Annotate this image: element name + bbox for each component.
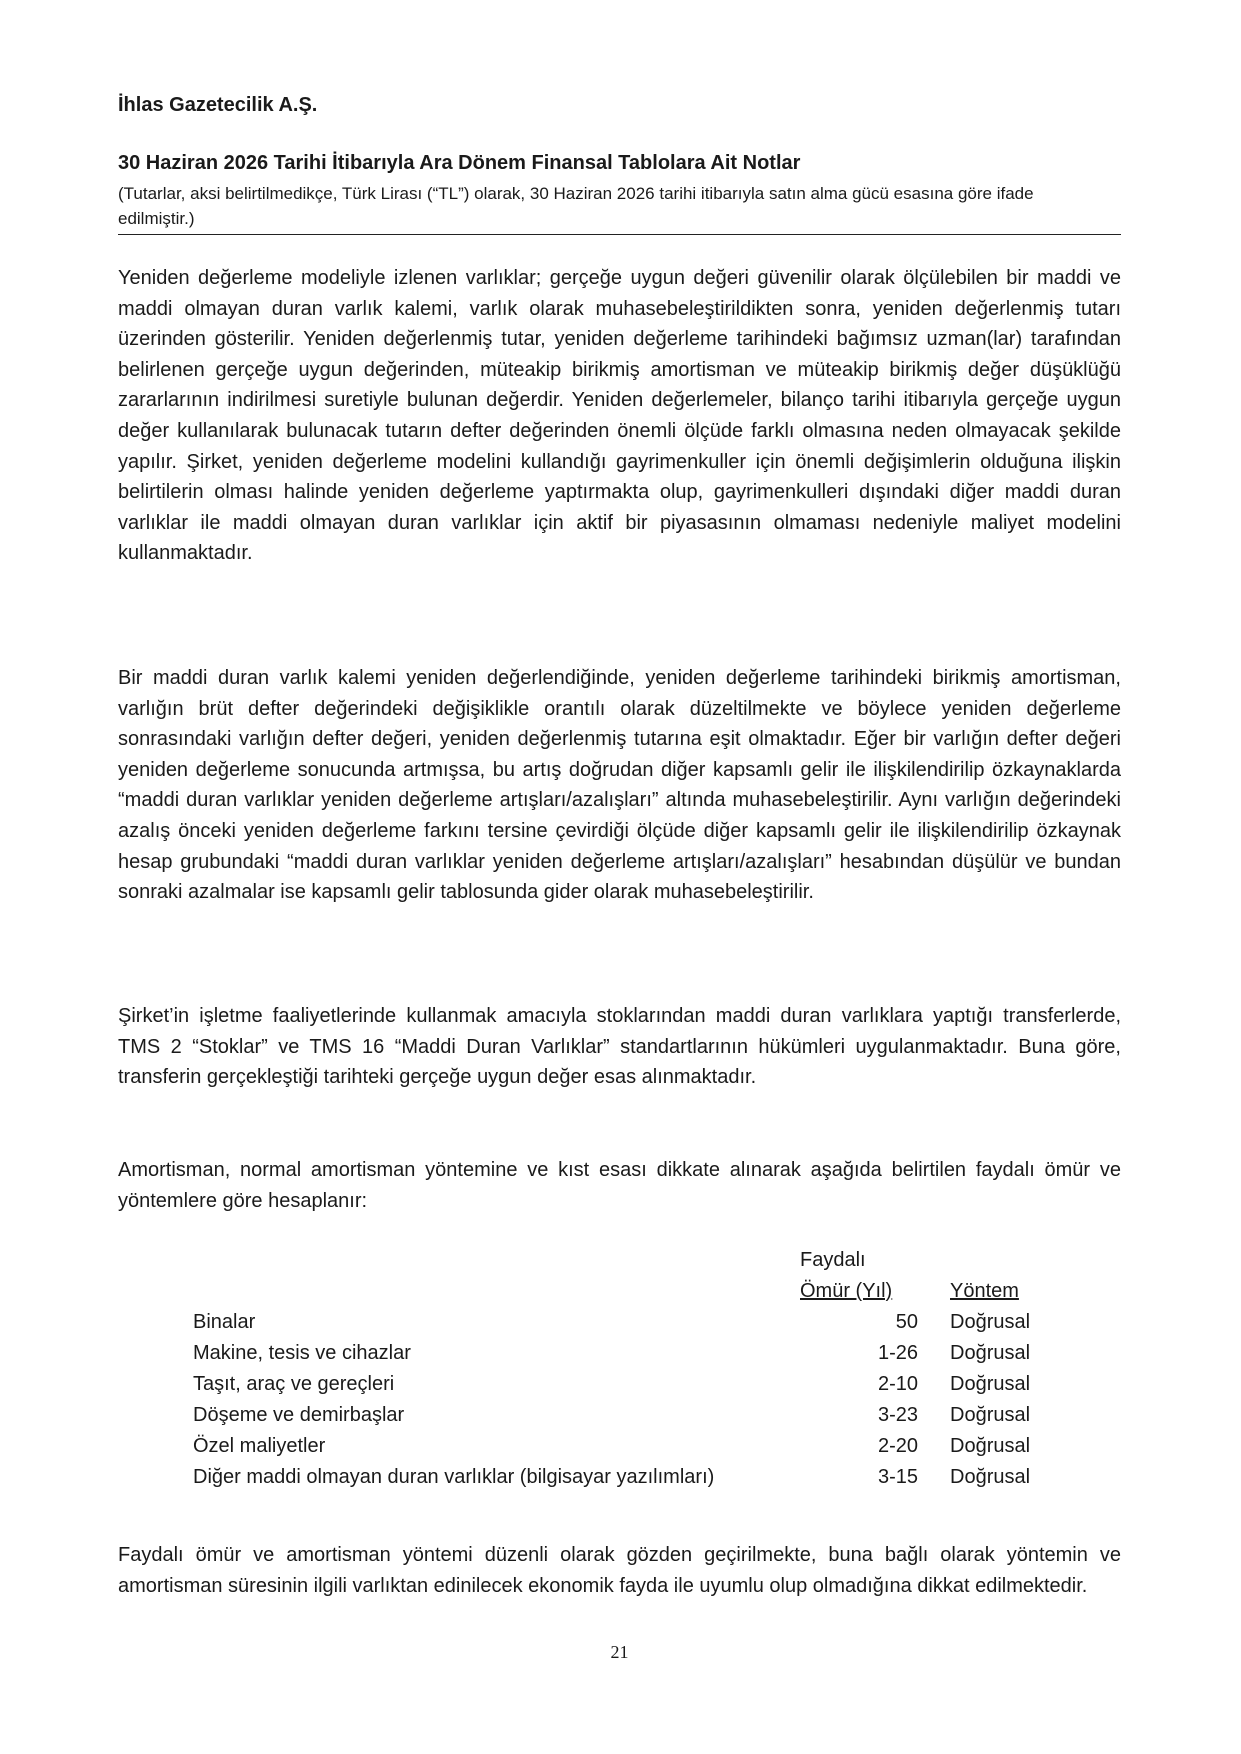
table-row [193,1431,1060,1462]
life-cell: 50 [895,1311,918,1333]
method-cell: Doğrusal [950,1466,1031,1488]
table-row [193,1400,1060,1431]
asset-cell: Diğer maddi olmayan duran varlıklar (bilgisayar yazılımları) [193,1466,715,1488]
life-cell: 2-10 [877,1373,918,1395]
header-divider [118,234,1121,235]
paragraph-inventory-transfers: Şirket’in işletme faaliyetlerinde kullanmak amacıyla stoklarından maddi duran varlıklara yaptığı transferlerde, TMS 2 “Stoklar” ve TMS 16 “Maddi Duran Varlıklar” standartlarının hükümleri uygulanmaktadır. Buna göre, transferin gerçekleştiği tarihteki gerçeğe uygun değer esas alınmaktadır. [118,1005,1121,1089]
table-header-row [193,1276,1060,1307]
paragraph-depreciation-intro: Amortisman, normal amortisman yöntemine ve kıst esası dikkate alınarak aşağıda belirtilen faydalı ömür ve yöntemlere göre hesaplanır: [118,1159,1121,1212]
asset-cell: Taşıt, araç ve gereçleri [193,1373,395,1395]
method-cell: Doğrusal [950,1435,1031,1457]
method-cell: Doğrusal [950,1342,1031,1364]
table-row [193,1307,1060,1338]
paragraph-review: Faydalı ömür ve amortisman yöntemi düzenli olarak gözden geçirilmekte, buna bağlı olarak yöntemin ve amortisman süresinin ilgili varlıktan edinilecek ekonomik fayda ile uyumlu olup olmadığına dikkat edilmektedir. [118,1544,1121,1597]
table-row [193,1462,1060,1493]
company-name: İhlas Gazetecilik A.Ş. [118,94,318,116]
table-header-row [193,1245,1060,1276]
method-cell: Doğrusal [950,1373,1031,1395]
life-cell: 1-26 [877,1342,918,1364]
table-row [193,1338,1060,1369]
header-method: Yöntem [950,1280,1019,1302]
useful-life-table [193,1245,1060,1493]
life-cell: 2-20 [877,1435,918,1457]
header-useful: Faydalı [800,1249,866,1271]
asset-cell: Binalar [193,1311,256,1333]
asset-cell: Özel maliyetler [193,1435,326,1457]
method-cell: Doğrusal [950,1404,1031,1426]
paragraph-revaluation-adjustment: Bir maddi duran varlık kalemi yeniden değerlendiğinde, yeniden değerleme tarihindeki birikmiş amortisman, varlığın brüt defter değerindeki değişiklikle orantılı olarak düzeltilmekte ve böylece yeniden değerleme sonrasındaki varlığın defter değeri, yeniden değerlenmiş tutarına eşit olmaktadır. Eğer bir varlığın defter değeri yeniden değerleme sonucunda artmışsa, bu artış doğrudan diğer kapsamlı gelir ile ilişkilendirilip özkaynaklarda “maddi duran varlıklar yeniden değerleme artışları/azalışları” altında muhasebeleştirilir. Aynı varlığın değerindeki azalış önceki yeniden değerleme farkını tersine çevirdiği ölçüde diğer kapsamlı gelir ile ilişkilendirilip özkaynak hesap grubundaki “maddi duran varlıklar yeniden değerleme artışları/azalışları” hesabından düşülür ve bundan sonraki azalmalar ise kapsamlı gelir tablosunda gider olarak muhasebeleştirilir. [118,667,1121,904]
life-cell: 3-15 [877,1466,918,1488]
page-number: 21 [610,1642,629,1662]
asset-cell: Makine, tesis ve cihazlar [193,1342,411,1364]
page-title: 30 Haziran 2026 Tarihi İtibarıyla Ara Dönem Finansal Tablolara Ait Notlar [118,152,801,174]
header-life: Ömür (Yıl) [800,1280,893,1302]
page-subtitle: (Tutarlar, aksi belirtilmedikçe, Türk Lirası (“TL”) olarak, 30 Haziran 2026 tarihi itibarıyla satın alma gücü esasına göre ifade edilmiştir.) [118,184,1034,228]
paragraph-revaluation-model: Yeniden değerleme modeliyle izlenen varlıklar; gerçeğe uygun değeri güvenilir olarak ölçülebilen bir maddi ve maddi olmayan duran varlık kalemi, varlık olarak muhasebeleştirildikten sonra, yeniden değerlenmiş tutarı üzerinden gösterilir. Yeniden değerlenmiş tutar, yeniden değerleme tarihindeki bağımsız uzman(lar) tarafından belirlenen gerçeğe uygun değerinden, müteakip birikmiş amortisman ve müteakip birikmiş değer düşüklüğü zararlarının indirilmesi suretiyle bulunan değerdir. Yeniden değerlemeler, bilanço tarihi itibarıyla gerçeğe uygun değer kullanılarak bulunacak tutarın defter değerinden önemli ölçüde farklı olmasına neden olmayacak şekilde yapılır. Şirket, yeniden değerleme modelini kullandığı gayrimenkuller için önemli değişimlerin olduğuna ilişkin belirtilerin olması halinde yeniden değerleme yaptırmakta olup, gayrimenkulleri dışındaki diğer maddi duran varlıklar ile maddi olmayan duran varlıklar için aktif bir piyasasının olmaması nedeniyle maliyet modelini kullanmaktadır. [118,267,1121,565]
method-cell: Doğrusal [950,1311,1031,1333]
table-row [193,1369,1060,1400]
asset-cell: Döşeme ve demirbaşlar [193,1404,405,1426]
life-cell: 3-23 [877,1404,918,1426]
